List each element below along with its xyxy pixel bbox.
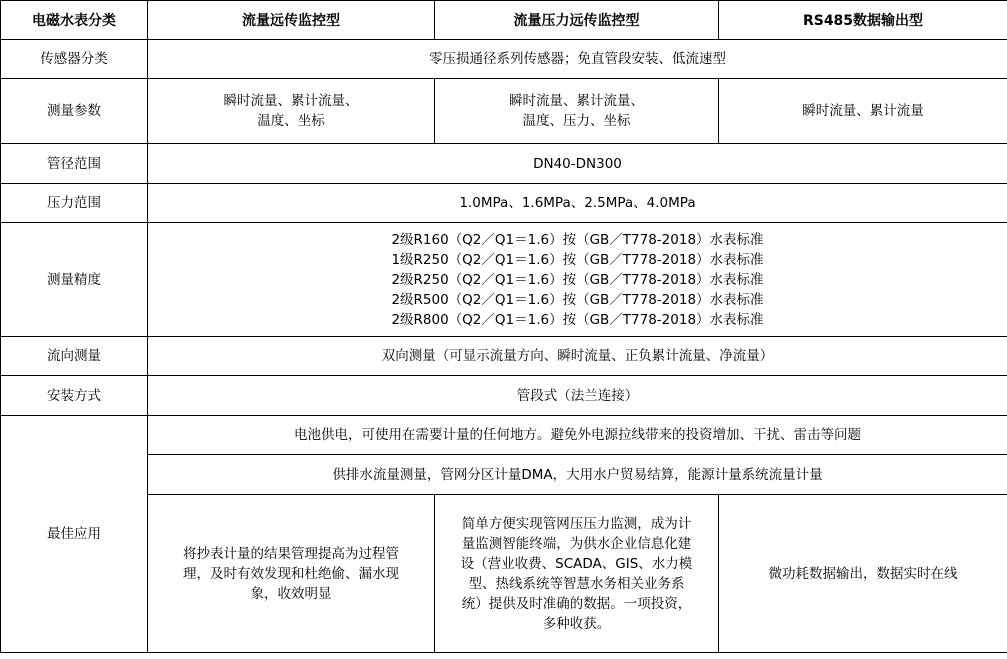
application-col2-line: 量监测智能终端，为供水企业信息化建 — [461, 535, 692, 552]
accuracy-line: 2级R800（Q2／Q1＝1.6）按（GB／T778-2018）水表标准 — [391, 311, 764, 328]
application-col2-line: 统）提供及时准确的数据。一项投资， — [461, 595, 692, 612]
value-install: 管段式（法兰连接） — [148, 376, 1007, 416]
header-category: 电磁水表分类 — [1, 1, 148, 40]
row-install — [1, 376, 1007, 416]
params-col2-line: 温度、压力、坐标 — [522, 113, 631, 129]
application-col1-line: 象，收效明显 — [250, 585, 332, 602]
accuracy-line: 2级R250（Q2／Q1＝1.6）按（GB／T778-2018）水表标准 — [391, 271, 764, 288]
row-pressure — [1, 184, 1007, 223]
header-flow-remote: 流量远传监控型 — [148, 1, 435, 40]
application-col2-line: 简单方便实现管网压压力监测，成为计 — [461, 515, 692, 532]
row-params — [1, 79, 1007, 144]
label-pipe: 管径范围 — [1, 144, 148, 184]
header-rs485: RS485数据输出型 — [719, 1, 1007, 40]
application-col2-line: 多种收获。 — [542, 615, 611, 632]
application-col1-line: 理，及时有效发现和杜绝偷、漏水现 — [183, 565, 399, 582]
value-application-line2: 供排水流量测量，管网分区计量DMA，大用水户贸易结算，能源计量系统流量计量 — [148, 455, 1007, 495]
application-col1-line: 将抄表计量的结果管理提高为过程管 — [183, 545, 399, 562]
label-pressure: 压力范围 — [1, 184, 148, 223]
row-flow-direction — [1, 337, 1007, 376]
label-accuracy: 测量精度 — [1, 223, 148, 337]
params-col1-line: 温度、坐标 — [257, 113, 325, 129]
value-params-col2 — [435, 79, 719, 144]
value-application-line1: 电池供电，可使用在需要计量的任何地方。避免外电源拉线带来的投资增加、干扰、雷击等问题 — [148, 416, 1007, 455]
header-flow-pressure-remote: 流量压力远传监控型 — [435, 1, 719, 40]
application-col2-line: 设（营业收费、SCADA、GIS、水力模 — [460, 555, 693, 572]
value-pressure: 1.0MPa、1.6MPa、2.5MPa、4.0MPa — [148, 184, 1007, 223]
label-sensor: 传感器分类 — [1, 40, 148, 79]
row-pipe — [1, 144, 1007, 184]
label-install: 安装方式 — [1, 376, 148, 416]
value-application-col3: 微功耗数据输出，数据实时在线 — [719, 495, 1007, 653]
params-col2-line: 瞬时流量、累计流量、 — [509, 93, 644, 109]
label-params: 测量参数 — [1, 79, 148, 144]
value-pipe: DN40-DN300 — [148, 144, 1007, 184]
header-row — [1, 1, 1007, 40]
row-application-3 — [1, 495, 1007, 653]
value-sensor: 零压损通径系列传感器；免直管段安装、低流速型 — [148, 40, 1007, 79]
value-params-col3: 瞬时流量、累计流量 — [719, 79, 1007, 144]
accuracy-line: 2级R500（Q2／Q1＝1.6）按（GB／T778-2018）水表标准 — [391, 291, 764, 308]
accuracy-line: 1级R250（Q2／Q1＝1.6）按（GB／T778-2018）水表标准 — [391, 251, 764, 268]
value-application-col1 — [148, 495, 435, 653]
value-accuracy — [148, 223, 1007, 337]
accuracy-line: 2级R160（Q2／Q1＝1.6）按（GB／T778-2018）水表标准 — [391, 231, 764, 248]
label-application: 最佳应用 — [1, 416, 148, 653]
value-flow-direction: 双向测量（可显示流量方向、瞬时流量、正负累计流量、净流量） — [148, 337, 1007, 376]
row-application-2 — [1, 455, 1007, 495]
label-flow-direction: 流向测量 — [1, 337, 148, 376]
params-col1-line: 瞬时流量、累计流量、 — [223, 93, 359, 109]
row-sensor — [1, 40, 1007, 79]
value-params-col1 — [148, 79, 435, 144]
row-accuracy — [1, 223, 1007, 337]
application-col2-line: 型、热线系统等智慧水务相关业务系 — [468, 575, 685, 592]
row-application-1 — [1, 416, 1007, 455]
value-application-col2 — [435, 495, 719, 653]
